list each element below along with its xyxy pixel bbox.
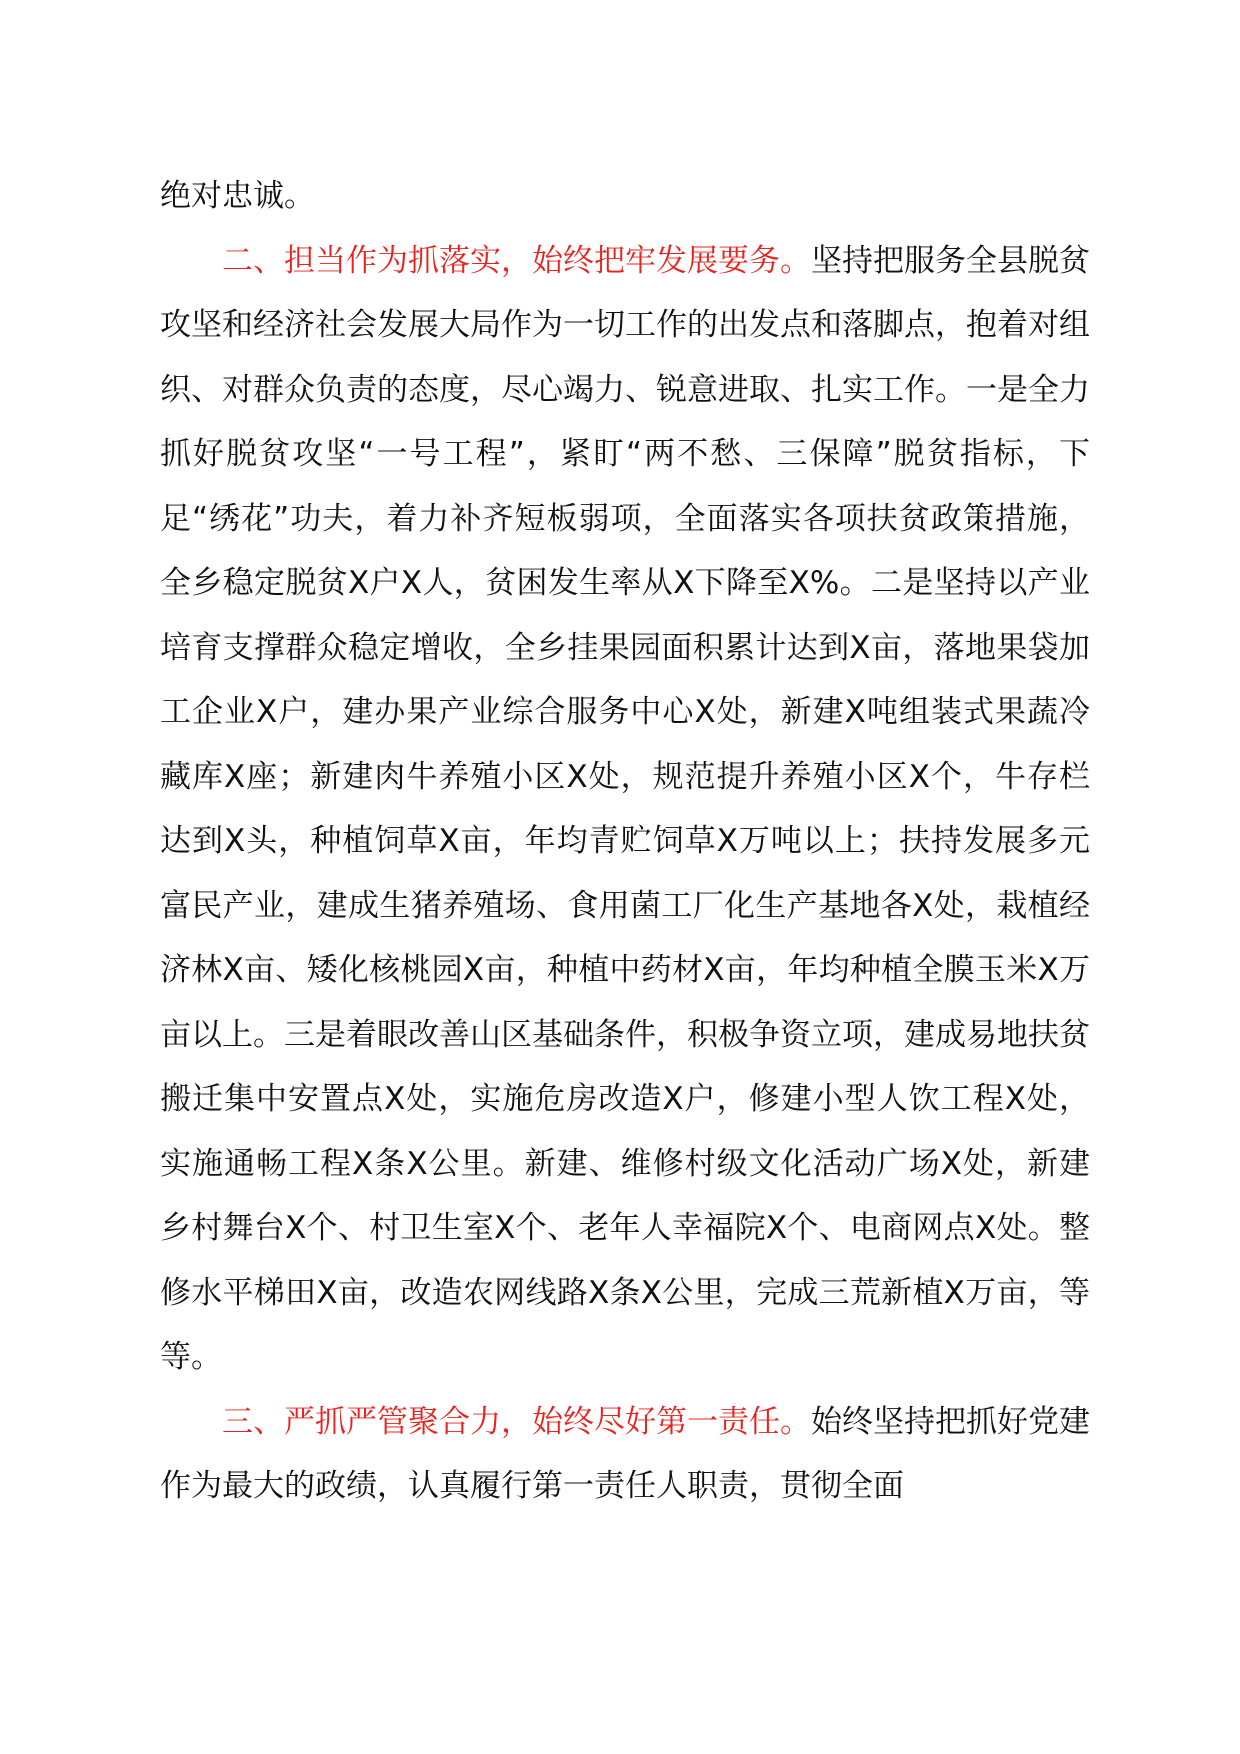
paragraph-continuation bbox=[160, 164, 1090, 229]
section-heading: 三、严抓严管聚合力，始终尽好第一责任。 bbox=[222, 1403, 811, 1440]
document-page bbox=[160, 164, 1090, 1519]
paragraph-body: 始终坚持把抓好党建作为最大的政绩，认真履行第一责任人职责，贯彻全面 bbox=[160, 1403, 1090, 1504]
paragraph-body: 绝对忠诚。 bbox=[160, 178, 315, 214]
paragraph-section-two bbox=[160, 229, 1090, 1390]
paragraph-section-three bbox=[160, 1390, 1090, 1519]
section-heading: 二、担当作为抓落实，始终把牢发展要务。 bbox=[222, 242, 811, 279]
paragraph-body: 坚持把服务全县脱贫攻坚和经济社会发展大局作为一切工作的出发点和落脚点，抱着对组织、对群众负责的态度，尽心竭力、锐意进取、扎实工作。一是全力抓好脱贫攻坚“一号工程”，紧盯“两不愁、三保障”脱贫指标，下足“绣花”功夫，着力补齐短板弱项，全面落实各项扶贫政策措施，全乡稳定脱贫X户X人，贫困发生率从X下降至X%。二是坚持以产业培育支撑群众稳定增收，全乡挂果园面积累计达到X亩，落地果袋加工企业X户，建办果产业综合服务中心X处，新建X吨组装式果蔬冷藏库X座；新建肉牛养殖小区X处，规范提升养殖小区X个，牛存栏达到X头，种植饲草X亩，年均青贮饲草X万吨以上；扶持发展多元富民产业，建成生猪养殖场、食用菌工厂化生产基地各X处，栽植经济林X亩、矮化核桃园X亩，种植中药材X亩，年均种植全膜玉米X万亩以上。三是着眼改善山区基础条件，积极争资立项，建成易地扶贫搬迁集中安置点X处，实施危房改造X户，修建小型人饮工程X处，实施通畅工程X条X公里。新建、维修村级文化活动广场X处，新建乡村舞台X个、村卫生室X个、老年人幸福院X个、电商网点X处。整修水平梯田X亩，改造农网线路X条X公里，完成三荒新植X万亩，等等。 bbox=[160, 242, 1090, 1375]
